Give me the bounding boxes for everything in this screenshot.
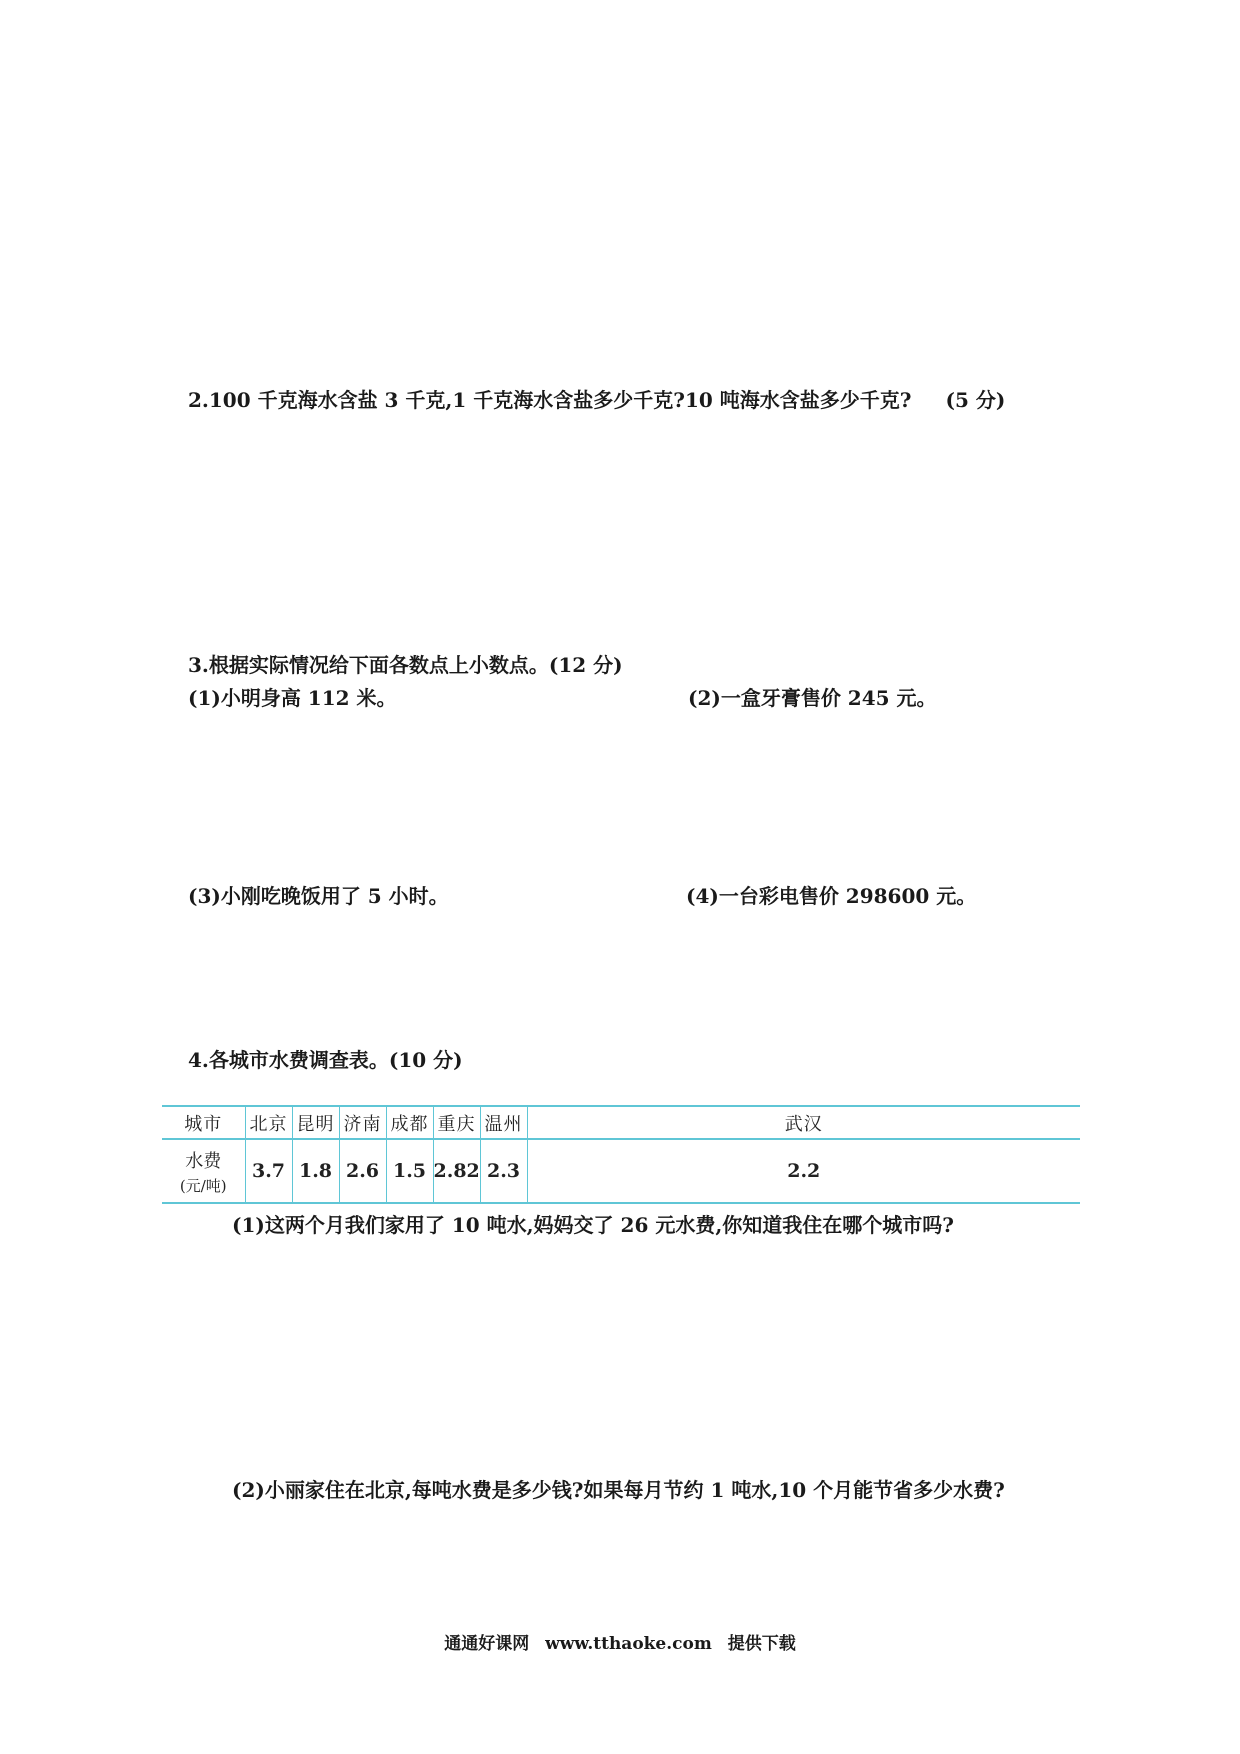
city-cell: 温州 [480,1106,527,1139]
fee-label-cell [162,1139,245,1203]
water-fee-table [162,1105,1080,1204]
question-3-item-4: (4)一台彩电售价 298600 元。 [686,884,977,908]
fee-cell: 1.8 [292,1139,339,1203]
question-4-title: 4.各城市水费调查表。(10 分) [188,1048,463,1072]
question-3-item-1: (1)小明身高 112 米。 [188,686,397,710]
footer-site-name: 通通好课网 [444,1634,530,1654]
city-cell: 济南 [339,1106,386,1139]
header-label-cell: 城市 [162,1106,245,1139]
fee-cell: 2.6 [339,1139,386,1203]
question-2-score: (5 分) [945,388,1006,412]
question-4-sub-1: (1)这两个月我们家用了 10 吨水,妈妈交了 26 元水费,你知道我住在哪个城市吗? [232,1213,955,1237]
footer-url: www.tthaoke.com [545,1634,712,1654]
table-header-row [162,1106,1080,1139]
fee-cell: 2.82 [433,1139,480,1203]
question-3-title: 3.根据实际情况给下面各数点上小数点。(12 分) [188,653,623,677]
city-cell: 重庆 [433,1106,480,1139]
fee-cell: 1.5 [386,1139,433,1203]
city-cell: 成都 [386,1106,433,1139]
city-cell: 昆明 [292,1106,339,1139]
page-footer [0,1629,1240,1654]
fee-cell: 2.2 [527,1139,1080,1203]
fee-cell: 2.3 [480,1139,527,1203]
fee-unit: (元/吨) [179,1176,227,1195]
footer-note: 提供下载 [727,1634,796,1654]
city-cell: 北京 [245,1106,292,1139]
question-3-item-3: (3)小刚吃晚饭用了 5 小时。 [188,884,449,908]
question-2 [188,387,1005,413]
table-fee-row [162,1139,1080,1203]
question-3-item-2: (2)一盒牙膏售价 245 元。 [688,686,937,710]
city-cell: 武汉 [527,1106,1080,1139]
question-2-text: 2.100 千克海水含盐 3 千克,1 千克海水含盐多少千克?10 吨海水含盐多少千克? [188,388,912,412]
question-4-sub-2: (2)小丽家住在北京,每吨水费是多少钱?如果每月节约 1 吨水,10 个月能节省多少水费? [232,1478,1005,1502]
fee-cell: 3.7 [245,1139,292,1203]
fee-label: 水费 [185,1150,222,1172]
